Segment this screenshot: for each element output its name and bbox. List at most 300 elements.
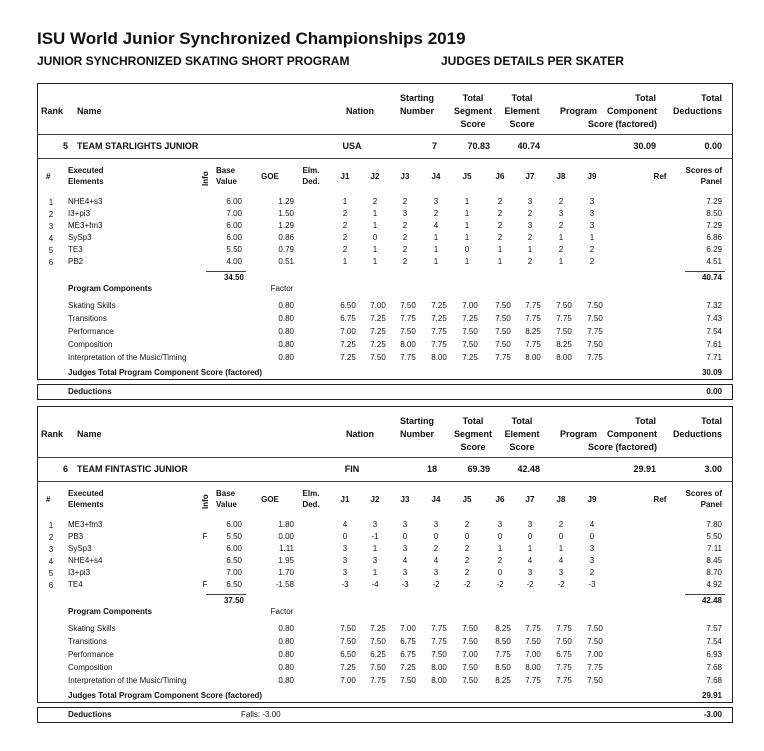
component-judge-score: 7.75 [556, 624, 572, 633]
element-panel-score: 8.45 [706, 556, 722, 565]
judge-score: 1 [433, 245, 439, 254]
element-number: 4 [48, 234, 54, 243]
judge-score: 2 [558, 520, 564, 529]
component-judge-score: 8.25 [525, 327, 541, 336]
skater-rank: 5 [62, 141, 68, 151]
judge-header: J9 [587, 172, 597, 181]
component-judge-score: 7.50 [556, 301, 572, 310]
component-judge-score: 7.75 [431, 624, 447, 633]
component-panel-score: 6.93 [706, 650, 722, 659]
component-judge-score: 6.50 [340, 650, 356, 659]
component-judge-score: 7.75 [370, 676, 386, 685]
judge-score: 2 [342, 245, 348, 254]
base-value: 6.00 [226, 197, 242, 206]
component-judge-score: 7.25 [431, 301, 447, 310]
name-header: Name [77, 106, 102, 116]
base-value: 6.00 [226, 233, 242, 242]
total-component-score: 30.09 [633, 141, 656, 151]
element-panel-score: 7.80 [706, 520, 722, 529]
judge-score: -1 [371, 532, 379, 541]
judge-score: 2 [497, 221, 503, 230]
element-code: ME3+fm3 [68, 520, 103, 529]
component-judge-score: 7.50 [400, 676, 416, 685]
component-judge-score: 8.25 [495, 624, 511, 633]
judge-score: 2 [558, 245, 564, 254]
header-divider [37, 134, 733, 135]
component-judge-score: 6.75 [400, 637, 416, 646]
nation-header: Nation [346, 106, 374, 116]
judge-score: 1 [464, 221, 470, 230]
total-segment-score: 69.39 [467, 464, 490, 474]
element-code: SySp3 [68, 544, 92, 553]
component-name: Composition [68, 340, 113, 349]
judge-score: 1 [527, 544, 533, 553]
ref-header: Ref [653, 172, 667, 181]
judge-score: 2 [497, 209, 503, 218]
goe-value: 0.00 [278, 532, 294, 541]
component-panel-score: 7.68 [706, 663, 722, 672]
element-number: 2 [48, 533, 54, 542]
judge-score: 4 [527, 556, 533, 565]
judge-score: 1 [589, 233, 595, 242]
component-judge-score: 7.25 [370, 624, 386, 633]
judge-score: 1 [527, 245, 533, 254]
goe-value: 0.86 [278, 233, 294, 242]
component-judge-score: 7.50 [462, 663, 478, 672]
element-panel-score: 8.70 [706, 568, 722, 577]
judge-score: 3 [527, 520, 533, 529]
element-number: 1 [48, 198, 54, 207]
judge-score: 2 [558, 197, 564, 206]
total-header: Total [462, 416, 484, 426]
component-judge-score: 6.50 [340, 301, 356, 310]
component-judge-score: 7.50 [462, 637, 478, 646]
component-judge-score: 7.75 [556, 676, 572, 685]
judge-score: 1 [372, 257, 378, 266]
judge-score: 2 [527, 257, 533, 266]
name-header: Name [77, 429, 102, 439]
judge-score: 3 [402, 568, 408, 577]
component-name: Performance [68, 327, 114, 336]
component-judge-score: 8.25 [556, 340, 572, 349]
judge-score: 3 [433, 568, 439, 577]
total-element-score: 40.74 [517, 141, 540, 151]
element-code: ME3+fm3 [68, 221, 103, 230]
judge-score: 2 [558, 221, 564, 230]
component-judge-score: 7.25 [400, 663, 416, 672]
judge-score: 3 [433, 520, 439, 529]
element-number: 2 [48, 210, 54, 219]
base-value: 6.50 [226, 556, 242, 565]
judge-header: J1 [340, 172, 350, 181]
judge-score: 0 [589, 532, 595, 541]
judge-score: 2 [402, 257, 408, 266]
base-total: 37.50 [223, 596, 244, 605]
element-score-header: Score [509, 442, 535, 452]
goe-header: GOE [261, 495, 279, 504]
judge-header: J6 [495, 495, 505, 504]
judge-score: 3 [589, 197, 595, 206]
base-value: 7.00 [226, 209, 242, 218]
component-panel-score: 7.32 [706, 301, 722, 310]
element-info: F [202, 580, 208, 589]
component-judge-score: 7.75 [495, 353, 511, 362]
element-code: PB2 [68, 257, 84, 266]
judge-score: -3 [588, 580, 596, 589]
component-judge-score: 7.00 [340, 327, 356, 336]
total-header: Total [511, 93, 533, 103]
judge-score: 3 [372, 556, 378, 565]
component-total: 30.09 [701, 368, 722, 377]
element-panel-score: 7.11 [707, 544, 722, 553]
elements-header: Elements [68, 177, 104, 186]
judge-score: 0 [527, 532, 533, 541]
judge-score: 4 [433, 221, 439, 230]
deductions-detail: Falls: -3.00 [241, 710, 281, 719]
component-judge-score: 7.75 [431, 637, 447, 646]
deductions-header: Deductions [672, 106, 722, 116]
component-judge-score: 7.50 [587, 637, 603, 646]
component-factor: 0.80 [278, 340, 294, 349]
judge-score: 0 [342, 532, 348, 541]
component-judge-score: 7.50 [462, 676, 478, 685]
judge-score: 2 [342, 233, 348, 242]
component-total: 29.91 [701, 691, 722, 700]
info-header: Info [201, 171, 210, 186]
report-subtitle: JUDGES DETAILS PER SKATER [441, 54, 624, 68]
judge-header: J8 [556, 495, 566, 504]
judge-score: -2 [432, 580, 440, 589]
element-panel-score: 4.92 [706, 580, 722, 589]
element-number: 3 [48, 222, 54, 231]
elm-header: Elm. [302, 489, 320, 498]
judge-score: 0 [497, 532, 503, 541]
judge-header: J7 [525, 172, 535, 181]
judge-score: 0 [558, 532, 564, 541]
skater-nation: FIN [344, 464, 360, 474]
component-factor: 0.80 [278, 624, 294, 633]
panel-total-rule [685, 271, 725, 272]
component-judge-score: 7.75 [525, 314, 541, 323]
total-header: Total [635, 93, 656, 103]
judge-score: 3 [402, 520, 408, 529]
hash-header: # [46, 495, 51, 504]
element-panel-score: 8.50 [706, 209, 722, 218]
element-code: TE3 [68, 245, 83, 254]
factored-header: Score (factored) [587, 119, 657, 129]
component-judge-score: 7.25 [370, 340, 386, 349]
judges-total-label: Judges Total Program Component Score (factored) [68, 368, 263, 377]
judge-score: -2 [496, 580, 504, 589]
skater-divider [37, 158, 733, 159]
component-judge-score: 6.75 [340, 314, 356, 323]
base-value: 5.50 [226, 245, 242, 254]
ref-header: Ref [653, 495, 667, 504]
judge-score: -4 [371, 580, 379, 589]
goe-value: 1.29 [278, 197, 294, 206]
header-divider [37, 457, 733, 458]
goe-value: 0.79 [278, 245, 294, 254]
component-judge-score: 8.50 [495, 637, 511, 646]
goe-value: 1.29 [278, 221, 294, 230]
goe-value: 1.70 [278, 568, 294, 577]
value-header: Value [216, 500, 237, 509]
judge-score: 1 [372, 245, 378, 254]
judge-score: 2 [589, 568, 595, 577]
component-judge-score: 7.00 [462, 650, 478, 659]
starting-number: 7 [431, 141, 437, 151]
judge-score: 2 [433, 544, 439, 553]
judge-score: 0 [402, 532, 408, 541]
judge-score: 1 [372, 568, 378, 577]
component-judge-score: 8.50 [495, 663, 511, 672]
judge-score: 1 [558, 233, 564, 242]
component-judge-score: 7.75 [587, 353, 603, 362]
executed-header: Executed [68, 166, 104, 175]
scores-header: Scores of [685, 489, 722, 498]
judge-score: 1 [464, 257, 470, 266]
element-number: 6 [48, 258, 54, 267]
component-judge-score: 7.75 [400, 314, 416, 323]
hash-header: # [46, 172, 51, 181]
component-judge-score: 7.50 [495, 314, 511, 323]
component-judge-score: 7.50 [370, 663, 386, 672]
component-name: Composition [68, 663, 113, 672]
component-name: Transitions [68, 637, 107, 646]
component-judge-score: 7.50 [556, 327, 572, 336]
event-subtitle: JUNIOR SYNCHRONIZED SKATING SHORT PROGRAM [37, 54, 350, 68]
judge-score: 2 [372, 197, 378, 206]
total-header: Total [701, 93, 722, 103]
segment-header: Segment [453, 429, 492, 439]
element-number: 4 [48, 557, 54, 566]
component-judge-score: 8.25 [495, 676, 511, 685]
component-judge-score: 7.50 [587, 624, 603, 633]
judge-score: -2 [526, 580, 534, 589]
deductions-label: Deductions [68, 387, 112, 396]
element-number: 3 [48, 545, 54, 554]
component-judge-score: 6.75 [400, 650, 416, 659]
judge-score: 4 [589, 520, 595, 529]
element-panel-score: 7.29 [706, 197, 722, 206]
base-value: 4.00 [226, 257, 242, 266]
component-factor: 0.80 [278, 637, 294, 646]
component-judge-score: 7.00 [587, 650, 603, 659]
judge-score: 2 [527, 233, 533, 242]
judge-score: 1 [497, 544, 503, 553]
component-judge-score: 7.75 [525, 676, 541, 685]
deductions-box [37, 707, 733, 723]
element-panel-score: 4.51 [706, 257, 722, 266]
judge-score: 4 [558, 556, 564, 565]
component-panel-score: 7.61 [706, 340, 722, 349]
judge-score: 3 [527, 221, 533, 230]
component-factor: 0.80 [278, 301, 294, 310]
judge-score: -2 [557, 580, 565, 589]
component-judge-score: 7.00 [370, 301, 386, 310]
judge-score: 2 [497, 233, 503, 242]
judge-score: 2 [589, 257, 595, 266]
judge-header: J2 [370, 495, 380, 504]
component-factor: 0.80 [278, 327, 294, 336]
judge-header: J3 [400, 172, 410, 181]
component-judge-score: 7.50 [462, 327, 478, 336]
element-number: 1 [48, 521, 54, 530]
element-code: PB3 [68, 532, 84, 541]
judge-score: 2 [402, 197, 408, 206]
component-judge-score: 7.25 [340, 663, 356, 672]
judge-header: J2 [370, 172, 380, 181]
component-judge-score: 7.50 [462, 340, 478, 349]
total-header: Total [462, 93, 484, 103]
component-judge-score: 8.00 [525, 353, 541, 362]
judge-score: 2 [464, 556, 470, 565]
skater-name: TEAM STARLIGHTS JUNIOR [77, 141, 199, 151]
component-judge-score: 7.50 [400, 301, 416, 310]
component-judge-score: 7.75 [495, 650, 511, 659]
component-judge-score: 7.00 [340, 676, 356, 685]
judge-score: 1 [433, 257, 439, 266]
judge-header: J8 [556, 172, 566, 181]
judge-score: 3 [527, 197, 533, 206]
judge-header: J6 [495, 172, 505, 181]
component-judge-score: 7.50 [495, 327, 511, 336]
component-judge-score: 7.50 [370, 637, 386, 646]
component-judge-score: 7.50 [400, 327, 416, 336]
base-value: 7.00 [226, 568, 242, 577]
judge-score: 3 [372, 520, 378, 529]
element-code: TE4 [68, 580, 83, 589]
component-judge-score: 8.00 [556, 353, 572, 362]
component-judge-score: 7.00 [462, 301, 478, 310]
judge-header: J7 [525, 495, 535, 504]
base-value: 6.00 [226, 221, 242, 230]
judge-score: 3 [589, 221, 595, 230]
judge-score: 1 [464, 197, 470, 206]
starting-header: Starting [399, 416, 434, 426]
judge-score: 2 [402, 233, 408, 242]
element-number: 6 [48, 581, 54, 590]
program-header: Program [559, 429, 597, 439]
judge-score: 3 [558, 209, 564, 218]
component-judge-score: 8.00 [400, 340, 416, 349]
program-header: Program [559, 106, 597, 116]
starting-number: 18 [426, 464, 437, 474]
component-judge-score: 7.00 [400, 624, 416, 633]
goe-value: -1.58 [275, 580, 294, 589]
judge-score: 2 [464, 544, 470, 553]
rank-header: Rank [41, 106, 64, 116]
judge-score: 1 [464, 233, 470, 242]
skater-divider [37, 481, 733, 482]
component-judge-score: 7.50 [340, 637, 356, 646]
judge-score: 1 [497, 245, 503, 254]
judge-score: 1 [372, 544, 378, 553]
judge-header: J1 [340, 495, 350, 504]
element-code: NHE4+s4 [68, 556, 103, 565]
base-value: 6.50 [226, 580, 242, 589]
component-panel-score: 7.71 [706, 353, 722, 362]
judge-score: 1 [558, 257, 564, 266]
element-header: Element [504, 106, 540, 116]
component-panel-score: 7.54 [706, 637, 722, 646]
component-judge-score: 7.75 [525, 624, 541, 633]
base-total-rule [206, 271, 246, 272]
goe-value: 1.11 [279, 544, 294, 553]
judge-score: 3 [589, 544, 595, 553]
judge-score: 4 [342, 520, 348, 529]
component-judge-score: 7.25 [431, 314, 447, 323]
component-judge-score: 7.75 [431, 340, 447, 349]
base-value: 6.00 [226, 520, 242, 529]
component-factor: 0.80 [278, 314, 294, 323]
judge-header: J5 [462, 172, 472, 181]
component-judge-score: 7.75 [400, 353, 416, 362]
judges-total-label: Judges Total Program Component Score (factored) [68, 691, 263, 700]
judge-score: 2 [589, 245, 595, 254]
component-judge-score: 7.75 [525, 301, 541, 310]
scores-header: Scores of [685, 166, 722, 175]
element-code: NHE4+s3 [68, 197, 103, 206]
goe-value: 1.80 [278, 520, 294, 529]
number-header: Number [399, 429, 434, 439]
judge-header: J4 [431, 172, 441, 181]
component-name: Skating Skills [68, 624, 116, 633]
panel-header: Panel [700, 177, 722, 186]
deductions-header: Deductions [672, 429, 722, 439]
judge-score: 4 [433, 556, 439, 565]
judge-header: J4 [431, 495, 441, 504]
component-factor: 0.80 [278, 676, 294, 685]
component-name: Interpretation of the Music/Timing [68, 676, 187, 685]
component-judge-score: 7.50 [495, 340, 511, 349]
deductions-box [37, 384, 733, 400]
judge-score: 3 [589, 209, 595, 218]
component-judge-score: 7.50 [495, 301, 511, 310]
panel-total-rule [685, 594, 725, 595]
judge-score: 2 [497, 556, 503, 565]
total-deductions: 0.00 [704, 141, 722, 151]
ded-header: Ded. [302, 500, 320, 509]
element-score-header: Score [509, 119, 535, 129]
component-factor: 0.80 [278, 650, 294, 659]
judge-score: 3 [433, 197, 439, 206]
judge-score: 0 [372, 233, 378, 242]
judge-score: 1 [372, 209, 378, 218]
component-header: Component [607, 429, 657, 439]
program-components-header: Program Components [68, 284, 153, 293]
judge-score: 2 [497, 197, 503, 206]
component-judge-score: 6.75 [556, 650, 572, 659]
element-panel-total: 42.48 [701, 596, 722, 605]
component-judge-score: 7.50 [340, 624, 356, 633]
component-judge-score: 8.00 [431, 676, 447, 685]
judge-score: 1 [497, 257, 503, 266]
rank-header: Rank [41, 429, 64, 439]
executed-header: Executed [68, 489, 104, 498]
judge-score: 1 [433, 233, 439, 242]
total-header: Total [701, 416, 722, 426]
page-title: ISU World Junior Synchronized Championships 2019 [37, 29, 466, 48]
program-components-header: Program Components [68, 607, 153, 616]
judge-header: J5 [462, 495, 472, 504]
goe-value: 0.51 [278, 257, 294, 266]
base-value: 5.50 [226, 532, 242, 541]
component-judge-score: 7.50 [587, 314, 603, 323]
judge-header: J9 [587, 495, 597, 504]
component-judge-score: 7.75 [431, 327, 447, 336]
component-judge-score: 7.50 [556, 637, 572, 646]
